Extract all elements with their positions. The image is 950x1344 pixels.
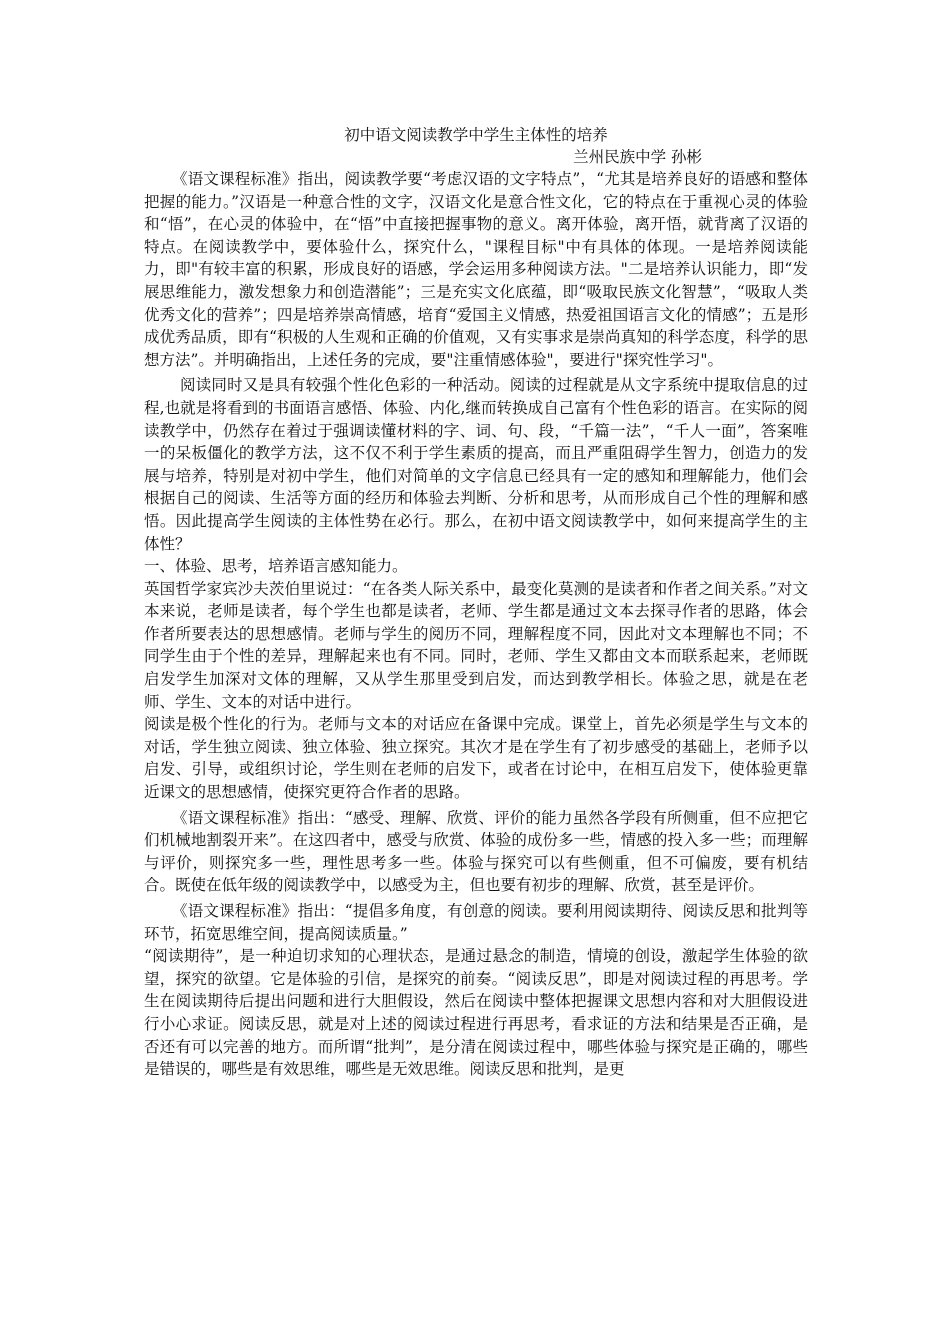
paragraph: 阅读同时又是具有较强个性化色彩的一种活动。阅读的过程就是从文字系统中提取信息的过程,也就是将看到的书面语言感悟、体验、内化,继而转换成自己富有个性色彩的语言。在实际的阅读教学中，仍然存在着过于强调读懂材料的字、词、句、段，“千篇一法”，“千人一面”，答案唯一的呆板僵化的教学方法，这不仅不利于学生素质的提高，而且严重阻碍学生智力，创造力的发展与培养，特别是对初中学生，他们对简单的文字信息已经具有一定的感知和理解能力，他们会根据自己的阅读、生活等方面的经历和体验去判断、分析和思考，从而形成自己个性的理解和感悟。因此提高学生阅读的主体性势在必行。那么，在初中语文阅读教学中，如何来提高学生的主体性？ (144, 376, 808, 553)
paragraph: 《语文课程标准》指出：“提倡多角度，有创意的阅读。要利用阅读期待、阅读反思和批判等环节，拓宽思维空间，提高阅读质量。” (144, 902, 808, 943)
paragraph: 阅读是极个性化的行为。老师与文本的对话应在备课中完成。课堂上，首先必须是学生与文本的对话，学生独立阅读、独立体验、独立探究。其次才是在学生有了初步感受的基础上，老师予以启发、引导，或组织讨论，学生则在老师的启发下，或者在讨论中，在相互启发下，使体验更靠近课文的思想感情，使探究更符合作者的思路。 (144, 715, 808, 802)
document-author: 兰州民族中学 孙彬 (573, 148, 702, 166)
paragraph: 英国哲学家宾沙夫茨伯里说过：“在各类人际关系中，最变化莫测的是读者和作者之间关系。”对文本来说，老师是读者，每个学生也都是读者，老师、学生都是通过文本去探寻作者的思路，体会作者所要表达的思想感情。老师与学生的阅历不同，理解程度不同，因此对文本理解也不同；不同学生由于个性的差异，理解起来也有不同。同时，老师、学生又都由文本而联系起来，老师既启发学生加深对文体的理解，又从学生那里受到启发，而达到教学相长。体验之思，就是在老师、学生、文本的对话中进行。 (144, 579, 808, 711)
paragraph: 《语文课程标准》指出：“感受、理解、欣赏、评价的能力虽然各学段有所侧重，但不应把它们机械地割裂开来”。在这四者中，感受与欣赏、体验的成份多一些，情感的投入多一些；而理解与评价，则探究多一些，理性思考多一些。体验与探究可以有些侧重，但不可偏废，要有机结合。既使在低年级的阅读教学中，以感受为主，但也要有初步的理解、欣赏，甚至是评价。 (144, 808, 808, 895)
document-page (144, 124, 808, 1081)
section-heading: 一、体验、思考，培养语言感知能力。 (144, 557, 408, 576)
paragraph: 《语文课程标准》指出，阅读教学要“考虑汉语的文字特点”，“尤其是培养良好的语感和整体把握的能力。”汉语是一种意合性的文字，汉语文化是意合性文化，它的特点在于重视心灵的体验和“悟”，在心灵的体验中，在“悟”中直接把握事物的意义。离开体验，离开悟，就背离了汉语的特点。在阅读教学中，要体验什么，探究什么，"课程目标"中有具体的体现。一是培养阅读能力，即"有较丰富的积累，形成良好的语感，学会运用多种阅读方法。"二是培养认识能力，即“发展思维能力，激发想象力和创造潜能”；三是充实文化底蕴，即“吸取民族文化智慧”，“吸取人类优秀文化的营养”；四是培养崇高情感，培育“爱国主义情感，热爱祖国语言文化的情感”；五是形成优秀品质，即有“积极的人生观和正确的价值观，又有实事求是崇尚真知的科学态度，科学的思想方法”。并明确指出，上述任务的完成，要"注重情感体验"，要进行"探究性学习"。 (144, 170, 808, 369)
document-title: 初中语文阅读教学中学生主体性的培养 (344, 126, 608, 144)
paragraph: “阅读期待”，是一种迫切求知的心理状态，是通过悬念的制造，情境的创设，激起学生体验的欲望，探究的欲望。它是体验的引信，是探究的前奏。“阅读反思”，即是对阅读过程的再思考。学生在阅读期待后提出问题和进行大胆假设，然后在阅读中整体把握课文思想内容和对大胆假设进行小心求证。阅读反思，就是对上述的阅读过程进行再思考，看求证的方法和结果是否正确，是否还有可以完善的地方。而所谓“批判”，是分清在阅读过程中，哪些体验与探究是正确的，哪些是错误的，哪些是有效思维，哪些是无效思维。阅读反思和批判，是更 (144, 947, 808, 1079)
